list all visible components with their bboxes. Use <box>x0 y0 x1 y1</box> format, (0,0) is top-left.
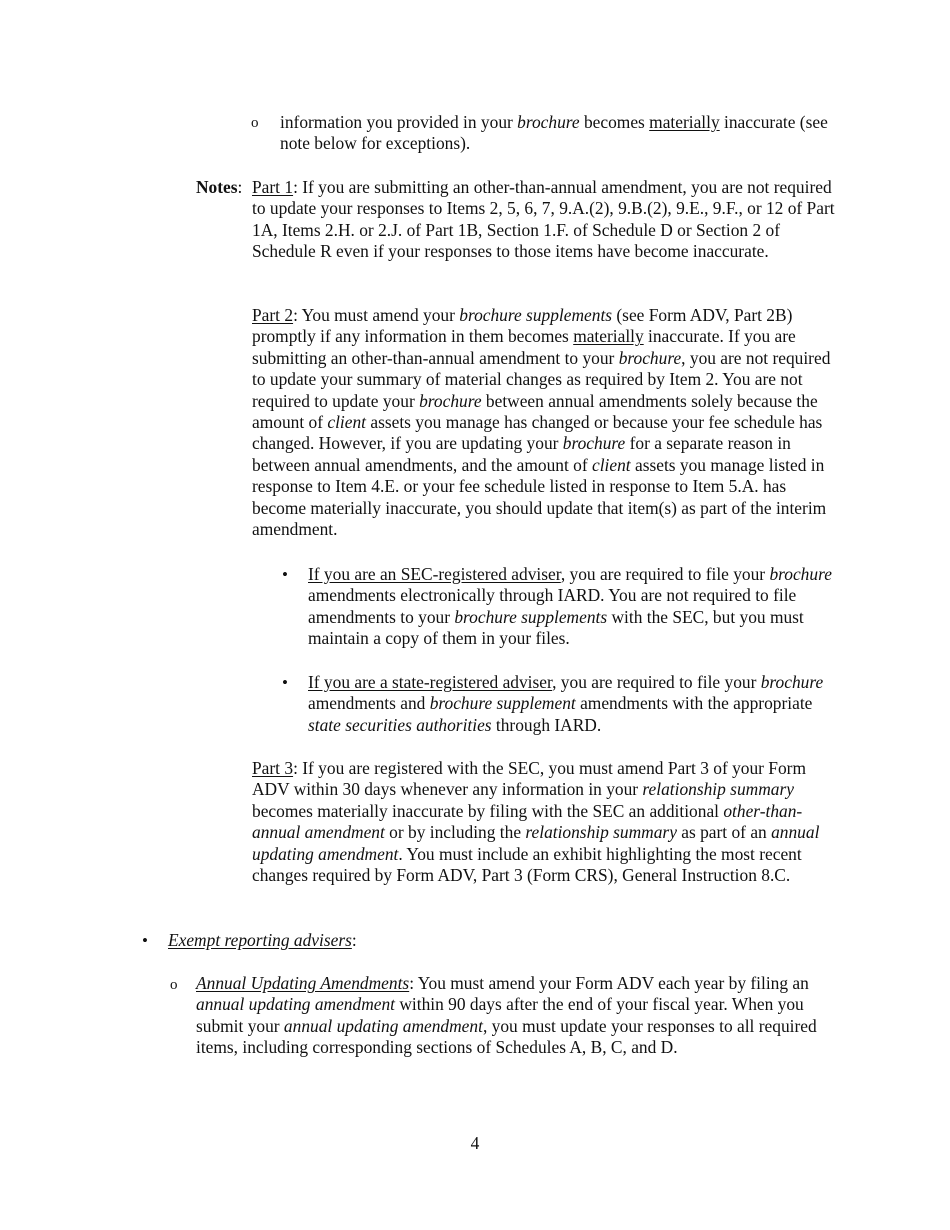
text-run: brochure <box>419 390 482 411</box>
part1-note <box>252 177 840 263</box>
text-run: , you must update your responses to all required items, including corresponding sections of Schedules A, B, C, and D. <box>196 1015 817 1058</box>
annual-label: Annual Updating Amendments <box>196 973 410 993</box>
text-run: materially <box>649 112 720 132</box>
sec-registered-bullet <box>308 564 840 650</box>
text-run: annual updating amendment <box>283 1015 483 1036</box>
text-run: or by including the <box>384 822 526 843</box>
text-run: : If you are submitting an other-than-annual amendment, you are not required to update your responses to Items 2, 5, 6, 7, 9.A.(2), 9.B.(2), 9.E., 9.F., or 12 of Part 1A, Items 2.H. or 2.J. of Part 1B, Section 1.F. of Schedule D or Section 2 of Schedule R even if your responses to those items have become inaccurate. <box>252 177 835 262</box>
bullet-marker: • <box>282 565 288 584</box>
text-run: other-than-annual amendment <box>252 800 803 843</box>
text-run: between annual amendments solely because the amount of <box>252 390 818 433</box>
exempt-reporting-heading <box>168 930 768 951</box>
part2-label: Part 2 <box>252 305 294 325</box>
state-registered-bullet <box>308 672 843 736</box>
text-run: amendments and <box>308 693 430 714</box>
text-run: as part of an <box>676 822 772 843</box>
text-run: : You must amend your <box>293 305 460 325</box>
text-run: amendments with the appropriate <box>575 693 813 714</box>
part3-label: Part 3 <box>252 758 294 778</box>
bullet-marker: • <box>142 931 148 950</box>
text-run: client <box>591 454 631 475</box>
text-run: . You must include an exhibit highlighting the most recent changes required by Form ADV, Part 3 (Form CRS), General Instruction 8.C. <box>252 843 802 886</box>
text-run: brochure <box>562 433 626 454</box>
part1-label: Part 1 <box>252 177 294 197</box>
text-run: brochure supplements <box>459 305 613 325</box>
text-run: state securities authorities <box>308 714 492 735</box>
text-run: If you are an SEC-registered adviser <box>308 564 561 584</box>
text-run: with the SEC, but you must maintain a copy of them in your files. <box>308 606 804 649</box>
text-run: inaccurate. If you are submitting an other-than-annual amendment to your <box>252 326 796 368</box>
text-run: information you provided in your <box>280 112 518 132</box>
text-run: , you are required to file your <box>552 672 761 692</box>
part3-note <box>252 758 837 886</box>
text-run: assets you manage has changed or because your fee schedule has changed. However, if you are updating your <box>252 412 823 454</box>
text-run: for a separate reason in between annual amendments, and the amount of <box>252 433 791 475</box>
text-run: relationship summary <box>642 779 794 800</box>
page-number: 4 <box>470 1133 480 1153</box>
text-run: relationship summary <box>525 822 677 843</box>
text-run: assets you manage listed in response to Item 4.E. or your fee schedule listed in response to Item 5.A. has become materially inaccurate, you should update that item(s) as part of the interim amendment. <box>252 454 827 540</box>
annual-updating-amendments-item <box>196 973 841 1059</box>
text-run: annual updating amendment <box>252 822 820 864</box>
text-run: brochure supplements <box>454 606 608 627</box>
text-run: within 90 days after the end of your fiscal year. When you submit your <box>196 994 804 1036</box>
text-run: amendments electronically through IARD. You are not required to file amendments to your <box>308 585 797 627</box>
text-run: inaccurate (see note below for exceptions). <box>280 112 828 154</box>
circle-bullet-marker: o <box>170 977 178 993</box>
text-run: becomes <box>579 112 650 132</box>
text-run: If you are a state-registered adviser <box>308 672 553 692</box>
part2-note <box>252 305 842 540</box>
text-run: brochure <box>760 672 824 692</box>
text-run: , you are required to file your <box>560 564 770 584</box>
text-run: brochure <box>618 347 682 368</box>
exempt-label: Exempt reporting advisers <box>168 930 352 950</box>
text-run: (see Form ADV, Part 2B) promptly if any information in them becomes <box>252 305 793 347</box>
text-run: brochure <box>517 112 580 132</box>
text-run: annual updating amendment <box>196 994 396 1015</box>
text-run: : You must amend your Form ADV each year by filing an <box>409 973 809 993</box>
text-run: through IARD. <box>491 714 602 735</box>
text-run: brochure <box>769 564 832 584</box>
notes-label: Notes <box>196 177 238 197</box>
bullet-marker: • <box>282 673 288 692</box>
text-run: client <box>327 412 366 433</box>
circle-bullet-marker: o <box>251 115 259 131</box>
text-run: brochure supplement <box>429 693 576 714</box>
notes-colon: : <box>237 177 243 197</box>
text-run: becomes materially inaccurate by filing with the SEC an additional <box>252 800 724 821</box>
notes-label-wrap <box>196 177 242 198</box>
text-run: : If you are registered with the SEC, you must amend Part 3 of your Form ADV within 30 days whenever any information in your <box>252 758 806 800</box>
text-run: , you are not required to update your summary of material changes as required by Item 2. You are not required to update your <box>252 347 831 411</box>
text-run: : <box>351 930 357 950</box>
text-run: materially <box>573 326 644 347</box>
brochure-inaccurate-item <box>280 112 840 155</box>
